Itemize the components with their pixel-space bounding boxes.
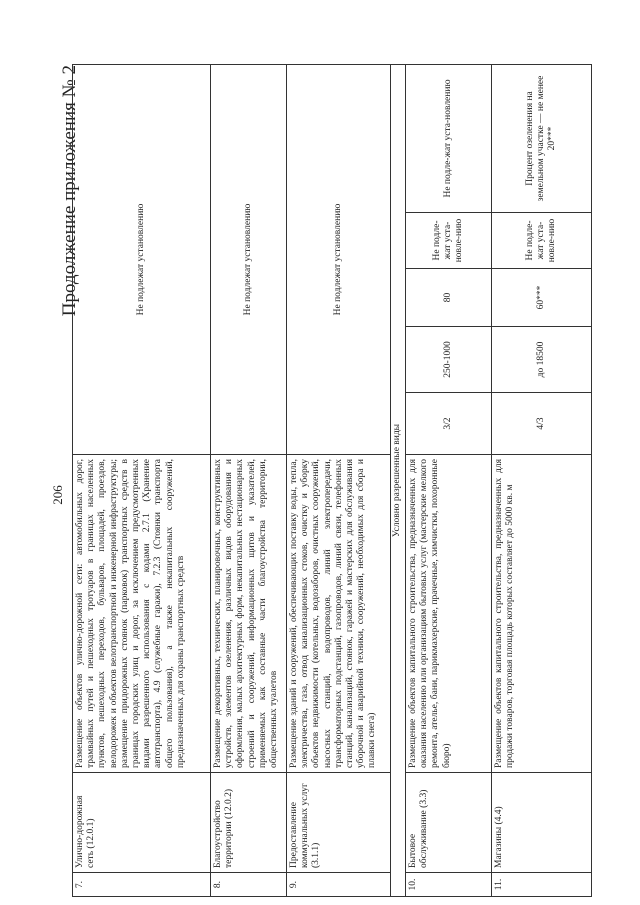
other-params-value: Не подле-жат уста-новлению	[406, 64, 492, 212]
plot-area-value: до 18500	[492, 327, 592, 393]
regulation-value: Не подлежат установлению	[287, 64, 391, 454]
use-description: Размещение объектов капитального строительства, предназначенных для продажи товаров, торговая площадь которых составляет до 5000 кв. м	[492, 455, 592, 773]
floors-value: 4/3	[492, 393, 592, 455]
row-number: 9.	[287, 873, 391, 897]
zoning-table	[72, 64, 592, 897]
use-description: Размещение объектов капитального строительства, предназначенных для оказания населению или организациям бытовых услуг (мастерские мелкого ремонта, ателье, бани, парикмахерские, прачечные, химчистки, похоронные бюро)	[406, 455, 492, 773]
coverage-value: 80	[406, 269, 492, 327]
use-description: Размещение зданий и сооружений, обеспечивающих поставку воды, тепла, электричества, газа, отвод канализационных стоков, очистку и уборку объектов недвижимости (котельных, водозаборов, очистных сооружений, насосных станций, водопроводов, линий электропередачи, трансформаторных подстанций, газопроводов, линий связи, телефонных станций, канализаций, стоянок, гаражей и мастерских для обслуживания уборочной и аварийной техники, сооружений, необходимых для сбора и плавки снега)	[287, 455, 391, 773]
table-row	[73, 64, 211, 896]
coverage-value: 60***	[492, 269, 592, 327]
page-number: 206	[50, 485, 65, 505]
table-row	[492, 64, 592, 896]
floors-value: 3/2	[406, 393, 492, 455]
section-subheader: Условно разрешенные виды	[391, 64, 406, 896]
setback-value: Не подле-жат уста-новле-нию	[406, 213, 492, 269]
table-row	[211, 64, 287, 896]
table-row	[406, 64, 492, 896]
use-description: Размещение декоративных, технических, планировочных, конструктивных устройств, элементов озеленения, различных видов оборудования и оформления, малых архитектурных форм, некапитальных нестационарных строений и сооружений, информационных щитов и указателей, применяемых как составные части благоустройства территории, общественных туалетов	[211, 455, 287, 773]
other-params-value: Процент озеленения на земельном участке — не менее 20***	[492, 64, 592, 212]
use-description: Размещение объектов улично-дорожной сети: автомобильных дорог, трамвайных путей и пешеходных тротуаров в границах населенных пунктов, пешеходных переходов, бульваров, площадей, проездов, велодорожек и объектов велотранспортной и инженерной инфраструктуры; размещение придорожных стоянок (парковок) транспортных средств в границах городских улиц и дорог, за исключением предусмотренных видами разрешенного использования с кодами 2.7.1 (Хранение автотранспорта), 4.9 (служебные гаражи), 7.2.3 (Стоянки транспорта общего пользования), а также некапитальных сооружений, предназначенных для охраны транспортных средств	[73, 455, 211, 773]
use-name: Благоустройство территории (12.0.2)	[211, 773, 287, 873]
row-number: 7.	[73, 873, 211, 897]
setback-value: Не подле-жат уста-новле-нию	[492, 213, 592, 269]
section-subheader-row	[391, 64, 406, 896]
use-name: Бытовое обслуживание (3.3)	[406, 773, 492, 873]
table-row	[287, 64, 391, 896]
row-number: 8.	[211, 873, 287, 897]
regulation-value: Не подлежат установлению	[73, 64, 211, 454]
regulation-value: Не подлежат установлению	[211, 64, 287, 454]
plot-area-value: 250-1000	[406, 327, 492, 393]
use-name: Улично-дорожная сеть (12.0.1)	[73, 773, 211, 873]
row-number: 10.	[406, 873, 492, 897]
row-number: 11.	[492, 873, 592, 897]
use-name: Магазины (4.4)	[492, 773, 592, 873]
use-name: Предоставление коммунальных услуг (3.1.1)	[287, 773, 391, 873]
continuation-header: Продолжение приложения № 2	[59, 65, 80, 317]
